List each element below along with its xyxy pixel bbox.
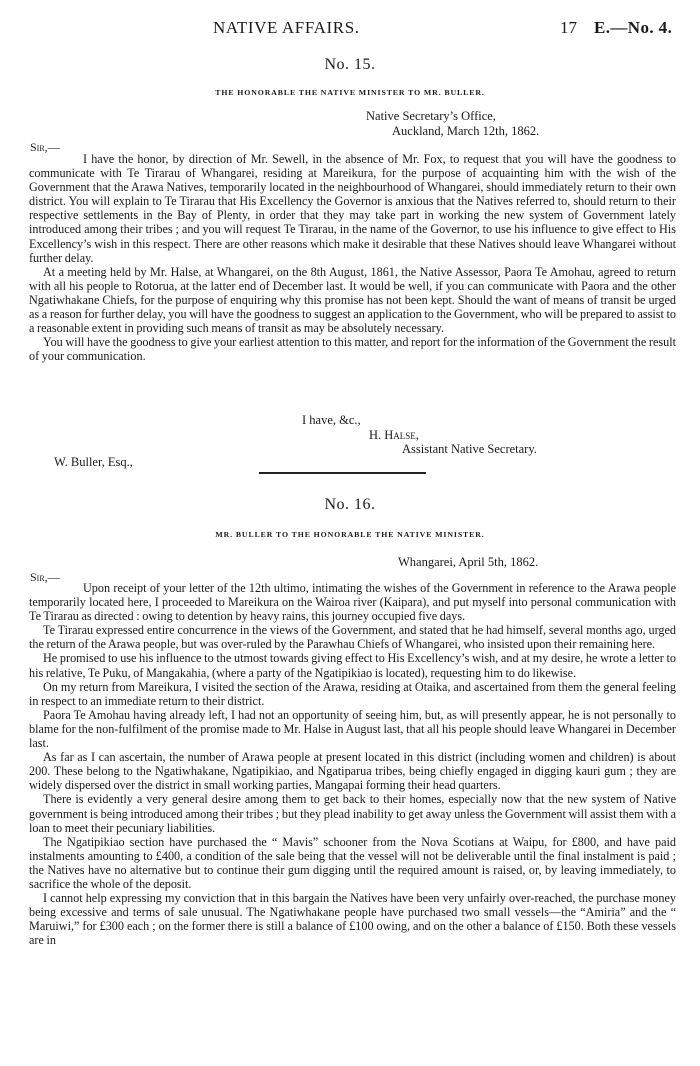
section-divider — [259, 472, 426, 474]
header-title: NATIVE AFFAIRS. — [213, 18, 360, 37]
doc15-closing: I have, &c., — [302, 413, 361, 427]
doc15-signature-title: Assistant Native Secretary. — [402, 442, 537, 456]
doc15-place-date: Auckland, March 12th, 1862. — [392, 124, 540, 138]
doc16-paragraph-3: He promised to use his influence to the utmost towards giving effect to His Excellency’s wish, and at my desire, he wrote a letter to his relative, Te Puku, of Mangakahia, (where a party of the Ngatipikiao is located), requesting him to do likewise. — [29, 651, 676, 680]
doc16-paragraph-8: The Ngatipikiao section have purchased the “ Mavis” schooner from the Nova Scotians at Waipu, for £800, and have paid instalments amounting to £400, a condition of the sale being that the vessel will not be deliverable until the final instalment is paid ; the Natives have no alternative but to continue their gum digging until the required amount is raised, or, by leaving immediately, to sacrifice the whole of the deposit. — [29, 834, 676, 891]
doc15-salutation: Sir,— — [30, 140, 60, 154]
doc16-paragraph-4: On my return from Mareikura, I visited the section of the Arawa, residing at Otaika, and ascertained from them the general feeling in respect to an immediate return to their district. — [29, 679, 676, 708]
doc15-caption: THE HONORABLE THE NATIVE MINISTER TO MR. BULLER. — [215, 88, 485, 97]
document-reference: E.—No. 4. — [594, 18, 673, 37]
doc16-caption: MR. BULLER TO THE HONORABLE THE NATIVE MINISTER. — [215, 530, 485, 539]
doc16-paragraph-2: Te Tirarau expressed entire concurrence in the views of the Government, and stated that he had himself, several months ago, urged the return of the Arawa people, but was over-ruled by the Parawhau Chiefs of Whangarei, who insisted upon their remaining here. — [29, 623, 676, 652]
doc15-paragraph-1: I have the honor, by direction of Mr. Sewell, in the absence of Mr. Fox, to request that you will have the goodness to communicate with Te Tirarau of Whangarei, residing at Mareikura, for the purpose of acquainting him with the wish of the Government that the Arawa Natives, temporarily located in the neighbourhood of Whangarei, should immediately return to their own district. You will explain to Te Tirarau that His Excellency the Governor is anxious that the Natives referred to, should return to their respective settlements in the Bay of Plenty, in order that they may take part in working the new system of Government lately introduced among their tribes ; and you will request Te Tirarau, in the name of the Governor, to use his influence to give effect to His Excellency’s wish in this respect. There are other reasons which make it desirable that these Natives should leave Whangarei without further delay. — [29, 152, 676, 265]
doc16-paragraph-5: Paora Te Amohau having already left, I had not an opportunity of seeing him, but, as will presently appear, he is not personally to blame for the non-fulfilment of the promise made to Mr. Halse in August last, that all his people should leave Whangarei in December last. — [29, 707, 676, 751]
doc16-paragraph-7: There is evidently a very general desire among them to get back to their homes, especially now that the new system of Native government is being introduced among their tribes ; but they plead inability to get away unless the Government will assist them with a loan to meet their pecuniary liabilities. — [29, 792, 676, 835]
doc15-paragraph-2: At a meeting held by Mr. Halse, at Whangarei, on the 8th August, 1861, the Native Assessor, Paora Te Amohau, agreed to return with all his people to Rotorua, at the latter end of December last. It would be well, if you can communicate with Paora and the other Ngatiwhakane Chiefs, for the purpose of enquiring why this promise has not been kept. Should the want of means of transit be urged as a reason for further delay, you will have the goodness to suggest an application to the Government, who will be prepared to assist to a reasonable extent in providing such means of transit as may be absolutely necessary. — [29, 264, 676, 336]
doc15-signature: H. Halse, — [369, 428, 419, 442]
doc16-paragraph-9: I cannot help expressing my conviction that in this bargain the Natives have been very unfairly over-reached, the purchase money being excessive and terms of sale unusual. The Ngatiwhakane people have purchased two small vessels—the “Amiria” and the “ Maruiwi,” for £300 each ; on the former there is still a balance of £100 owing, and on the other a balance of £150. Both these vessels are in — [29, 891, 676, 948]
doc16-number: No. 16. — [324, 496, 376, 513]
doc15-number: No. 15. — [324, 56, 376, 73]
doc16-body — [29, 581, 676, 947]
doc15-office: Native Secretary’s Office, — [366, 109, 496, 123]
doc15-paragraph-3: You will have the goodness to give your earliest attention to this matter, and report for the information of the Government the result of your communication. — [29, 335, 676, 364]
doc15-body — [29, 152, 676, 363]
doc16-place-date: Whangarei, April 5th, 1862. — [398, 555, 539, 569]
doc16-paragraph-1: Upon receipt of your letter of the 12th ultimo, intimating the wishes of the Government in reference to the Arawa people temporarily located here, I proceeded to Mareikura on the Wairoa river (Kaipara), and put myself into personal communication with Te Tirarau as directed : owing to detention by heavy rains, this journey occupied five days. — [29, 581, 676, 624]
doc16-paragraph-6: As far as I can ascertain, the number of Arawa people at present located in this district (including women and children) is about 200. These belong to the Ngatiwhakane, Ngatipikiao, and Ngatiparua tribes, being chiefly engaged in digging kauri gum ; they are widely dispersed over the district in small working parties, Mangapai forming their head quarters. — [29, 750, 676, 793]
doc16-salutation: Sir,— — [30, 570, 60, 584]
page-number: 17 — [560, 18, 577, 37]
doc15-addressee: W. Buller, Esq., — [54, 455, 133, 469]
running-header — [0, 18, 700, 40]
